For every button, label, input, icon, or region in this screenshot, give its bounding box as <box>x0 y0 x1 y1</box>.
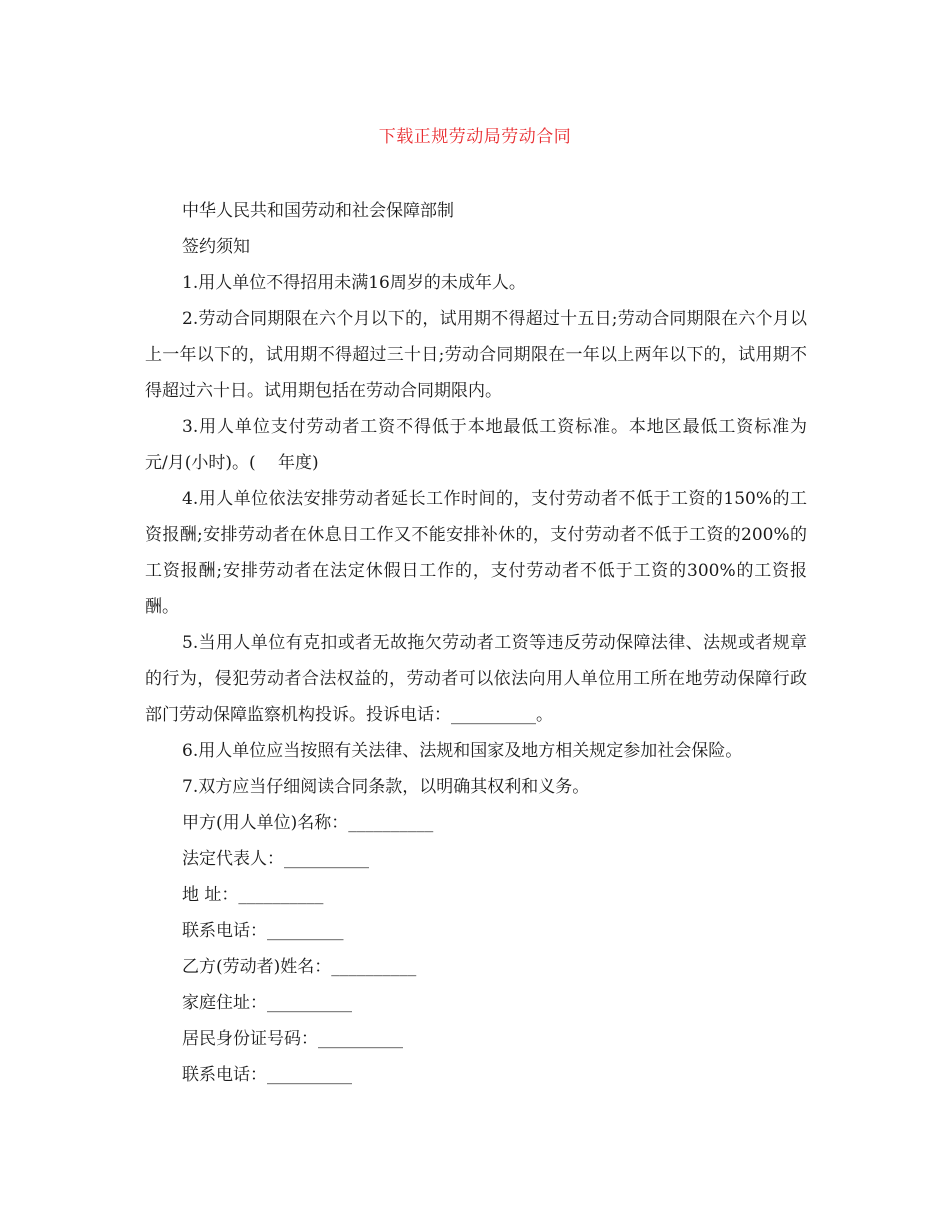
document-title: 下载正规劳动局劳动合同 <box>378 127 572 147</box>
notice-item-6: 6.用人单位应当按照有关法律、法规和国家及地方相关规定参加社会保险。 <box>182 741 743 761</box>
notice-item-5: 5.当用人单位有克扣或者无故拖欠劳动者工资等违反劳动保障法律、法规或者规章的行为，侵犯劳动者合法权益的，劳动者可以依法向用人单位用工所在地劳动保障行政部门劳动保障监察机构投诉。投诉电话：__________。 <box>145 633 807 725</box>
id-number-field: 居民身份证号码：__________ <box>182 1029 403 1049</box>
notice-item-4: 4.用人单位依法安排劳动者延长工作时间的，支付劳动者不低于工资的150%的工资报酬;安排劳动者在休息日工作又不能安排补休的，支付劳动者不低于工资的200%的工资报酬;安排劳动者在法定休假日工作的，支付劳动者不低于工资的300%的工资报酬。 <box>145 489 807 617</box>
party-a-name-field: 甲方(用人单位)名称：__________ <box>182 813 434 833</box>
notice-item-2: 2.劳动合同期限在六个月以下的，试用期不得超过十五日;劳动合同期限在六个月以上一年以下的，试用期不得超过三十日;劳动合同期限在一年以上两年以下的，试用期不得超过六十日。试用期包括在劳动合同期限内。 <box>145 309 807 401</box>
party-b-name-field: 乙方(劳动者)姓名：__________ <box>182 957 417 977</box>
notice-item-7: 7.双方应当仔细阅读合同条款，以明确其权利和义务。 <box>182 777 590 797</box>
legal-representative-field: 法定代表人：__________ <box>182 849 369 869</box>
address-field: 地 址：__________ <box>182 885 324 905</box>
home-address-field: 家庭住址：__________ <box>182 993 352 1013</box>
document-body <box>145 193 841 1093</box>
notice-heading: 签约须知 <box>182 237 250 257</box>
notice-item-1: 1.用人单位不得招用未满16周岁的未成年人。 <box>182 273 526 293</box>
notice-item-3: 3.用人单位支付劳动者工资不得低于本地最低工资标准。本地区最低工资标准为 元/月(小时)。( 年度) <box>145 417 841 473</box>
issuer-line: 中华人民共和国劳动和社会保障部制 <box>182 201 454 221</box>
party-a-phone-field: 联系电话：_________ <box>182 921 344 941</box>
party-b-phone-field: 联系电话：__________ <box>182 1065 352 1085</box>
